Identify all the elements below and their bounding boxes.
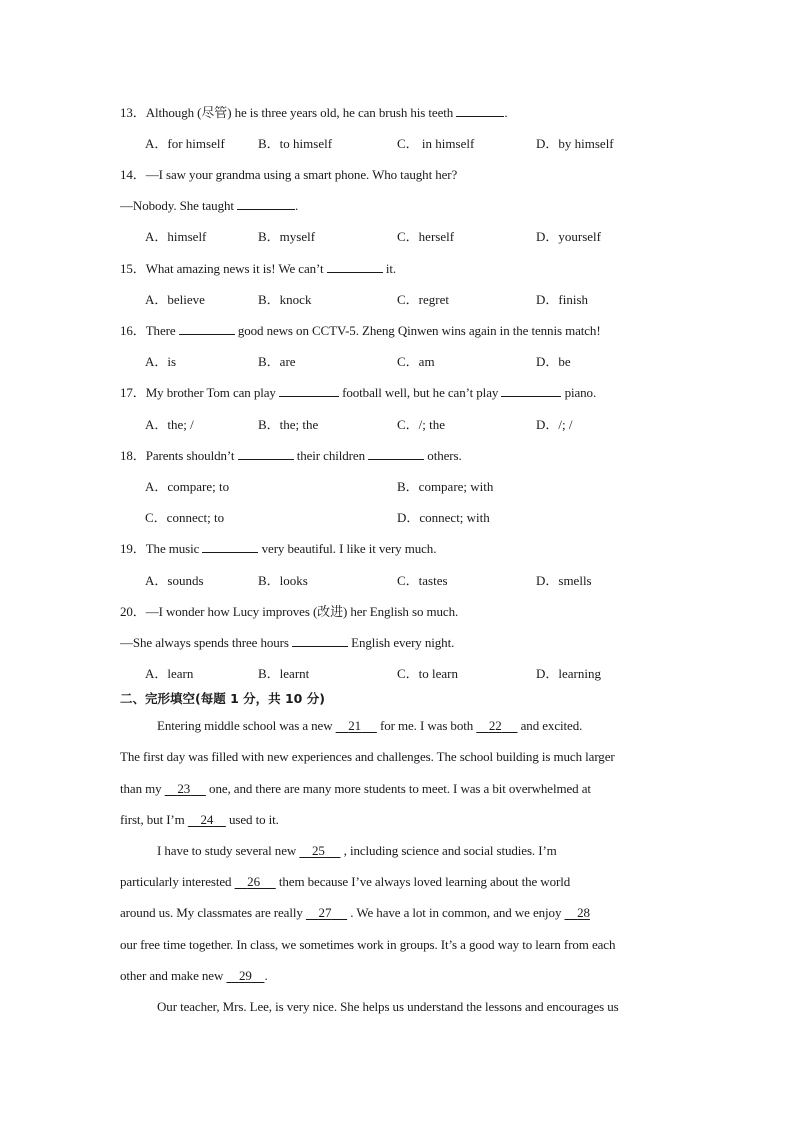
passage-line: I have to study several new 25 , including science and social studies. I’m xyxy=(157,843,557,858)
q20-option-c: C．to learn xyxy=(397,666,459,681)
answer-blank xyxy=(501,384,561,397)
q17-option-a: A．the; / xyxy=(145,417,194,432)
blank-number: 23 xyxy=(177,781,191,796)
q16-option-c: C．am xyxy=(397,354,435,369)
answer-blank xyxy=(279,384,339,397)
q13-option-c: C． in himself xyxy=(397,136,475,151)
q14-option-d: D．yourself xyxy=(536,229,601,244)
blank-number: 28 xyxy=(577,905,590,920)
q16-option-b: B．are xyxy=(258,354,296,369)
q17-option-d: D．/; / xyxy=(536,417,573,432)
question-17-stem: 17．My brother Tom can play football well, but he can’t play piano. xyxy=(120,385,597,400)
passage-line: Entering middle school was a new 21 for me. I was both 22 and excited. xyxy=(157,718,583,733)
blank-number: 25 xyxy=(311,843,325,858)
q15-option-d: D．finish xyxy=(536,292,589,307)
blank-number: 29 xyxy=(239,968,252,983)
answer-blank xyxy=(456,104,504,117)
passage-line: our free time together. In class, we sometimes work in groups. It’s a good way to learn from each xyxy=(120,937,616,952)
passage-line: The first day was filled with new experiences and challenges. The school building is much larger xyxy=(120,749,615,764)
answer-blank xyxy=(237,197,295,210)
q18-option-c: C．connect; to xyxy=(145,510,225,525)
q13-option-b: B．to himself xyxy=(258,136,333,151)
passage-line: around us. My classmates are really 27 . We have a lot in common, and we enjoy 28 xyxy=(120,905,590,920)
passage-line: other and make new 29 . xyxy=(120,968,268,983)
question-14-response: —Nobody. She taught . xyxy=(120,198,299,213)
q14-option-b: B．myself xyxy=(258,229,316,244)
passage-line: first, but I’m 24 used to it. xyxy=(120,812,279,827)
q17-option-c: C．/; the xyxy=(397,417,446,432)
question-20-stem: 20．—I wonder how Lucy improves (改进) her English so much. xyxy=(120,604,459,619)
q16-option-a: A．is xyxy=(145,354,177,369)
q13-option-a: A．for himself xyxy=(145,136,225,151)
blank-number: 24 xyxy=(200,812,214,827)
q15-option-a: A．believe xyxy=(145,292,205,307)
passage-line: particularly interested 26 them because I’ve always loved learning about the world xyxy=(120,874,571,889)
q18-option-b: B．compare; with xyxy=(397,479,494,494)
question-15-stem: 15．What amazing news it is! We can’t it. xyxy=(120,261,397,276)
blank-number: 21 xyxy=(348,718,362,733)
question-20-response: —She always spends three hours English every night. xyxy=(120,635,455,650)
q19-option-b: B．looks xyxy=(258,573,308,588)
section-title-cloze: 二、完形填空(每题 1 分，共 10 分) xyxy=(120,691,325,706)
q19-option-c: C．tastes xyxy=(397,573,448,588)
question-19-stem: 19．The music very beautiful. I like it very much. xyxy=(120,541,437,556)
answer-blank xyxy=(327,260,383,273)
q17-option-b: B．the; the xyxy=(258,417,319,432)
question-18-stem: 18．Parents shouldn’t their children others. xyxy=(120,448,462,463)
q20-option-b: B．learnt xyxy=(258,666,310,681)
q16-option-d: D．be xyxy=(536,354,571,369)
question-14-stem: 14．—I saw your grandma using a smart phone. Who taught her? xyxy=(120,167,458,182)
q14-option-a: A．himself xyxy=(145,229,207,244)
q18-option-a: A．compare; to xyxy=(145,479,230,494)
q19-option-d: D．smells xyxy=(536,573,592,588)
q14-option-c: C．herself xyxy=(397,229,455,244)
q18-option-d: D．connect; with xyxy=(397,510,490,525)
answer-blank xyxy=(238,447,294,460)
answer-blank xyxy=(179,322,235,335)
question-16-stem: 16．There good news on CCTV-5. Zheng Qinwen wins again in the tennis match! xyxy=(120,323,601,338)
q20-option-a: A．learn xyxy=(145,666,194,681)
answer-blank xyxy=(292,634,348,647)
q13-option-d: D．by himself xyxy=(536,136,614,151)
q19-option-a: A．sounds xyxy=(145,573,204,588)
answer-blank xyxy=(202,540,258,553)
q15-option-c: C．regret xyxy=(397,292,449,307)
blank-number: 26 xyxy=(247,874,260,889)
question-13-stem: 13．Although (尽管) he is three years old, he can brush his teeth . xyxy=(120,105,508,120)
answer-blank xyxy=(368,447,424,460)
q15-option-b: B．knock xyxy=(258,292,312,307)
passage-line: Our teacher, Mrs. Lee, is very nice. She helps us understand the lessons and encourages us xyxy=(157,999,619,1014)
q20-option-d: D．learning xyxy=(536,666,601,681)
passage-line: than my 23 one, and there are many more students to meet. I was a bit overwhelmed at xyxy=(120,781,591,796)
blank-number: 27 xyxy=(318,905,332,920)
blank-number: 22 xyxy=(488,718,502,733)
